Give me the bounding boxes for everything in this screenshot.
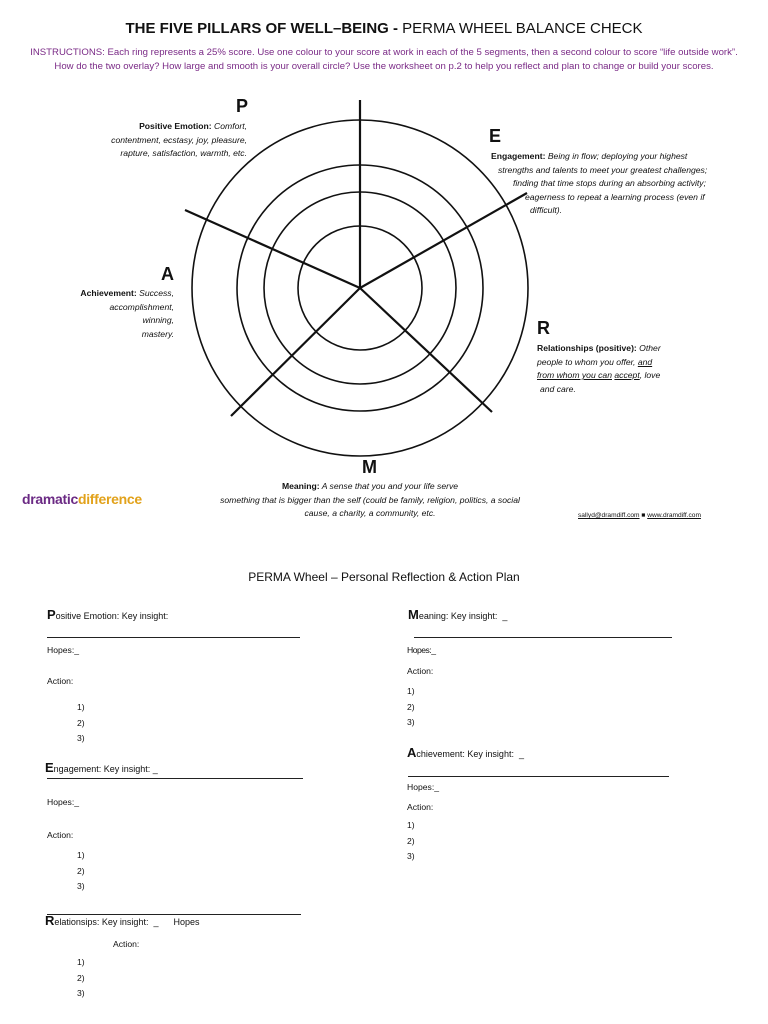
instructions-line-2: How do the two overlay? How large and smooth is your overall circle? Use the worksheet on p.2 to help you reflect and plan to change or build your scores. <box>54 61 714 72</box>
ws-meaning-heading: Meaning: Key insight: _ <box>408 607 508 622</box>
title-dash: - <box>388 20 403 37</box>
letter-a: A <box>161 264 174 284</box>
ws-achievement-action: Action: <box>407 802 434 812</box>
ws-meaning-hopes: Hopes:_ <box>407 645 436 655</box>
ws-engagement-action: Action: <box>47 830 74 840</box>
ws-meaning-items: 1) 2) 3) <box>407 686 415 727</box>
ws-meaning-action: Action: <box>407 666 434 676</box>
ws-relationships-action: Action: <box>113 939 140 949</box>
ws-engagement-hopes: Hopes:_ <box>47 797 80 807</box>
ws-engagement-heading: Engagement: Key insight: _ <box>45 760 158 775</box>
ws-positive-emotion-action: Action: <box>47 676 74 686</box>
title-rest: PERMA WHEEL BALANCE CHECK <box>402 20 643 37</box>
ws-positive-emotion-heading: Positive Emotion: Key insight: <box>47 607 169 622</box>
ws-positive-emotion-items: 1) 2) 3) <box>77 702 85 743</box>
desc-engagement: Engagement: Being in flow; deploying your highest strengths and talents to meet your greatest challenges; finding that time stops during an absorbing activity; eagerness to repeat a learning process (even if difficult). <box>491 151 708 216</box>
letter-m: M <box>362 457 377 477</box>
title-bold: THE FIVE PILLARS OF WELL–BEING <box>125 20 389 37</box>
letter-e: E <box>489 126 502 146</box>
ws-engagement-line[interactable] <box>47 778 303 779</box>
spoke-m <box>231 288 360 416</box>
ws-engagement-items: 1) 2) 3) <box>77 850 85 891</box>
desc-positive-emotion: Positive Emotion: Comfort, contentment, ecstasy, joy, pleasure, rapture, satisfaction, warmth, etc. <box>111 121 247 159</box>
ws-achievement-hopes: Hopes:_ <box>407 782 440 792</box>
spoke-r <box>360 288 492 412</box>
ws-relationships-heading: Relationsips: Key insight: _ Hopes <box>45 913 200 928</box>
ws-relationships-items: 1) 2) 3) <box>77 957 85 998</box>
contact-line: sallyd@dramdiff.com ■ www.dramdiff.com <box>578 512 701 519</box>
ws-meaning-line[interactable] <box>414 637 672 638</box>
website-link[interactable]: www.dramdiff.com <box>647 512 701 519</box>
ws-achievement-items: 1) 2) 3) <box>407 820 415 861</box>
ws-achievement-heading: Achievement: Key insight: _ <box>407 745 524 760</box>
spoke-a <box>185 210 360 288</box>
ws-positive-emotion-line[interactable] <box>47 637 300 638</box>
dramatic-difference-logo: dramaticdifference <box>22 491 142 507</box>
desc-achievement: Achievement: Success, accomplishment, winning, mastery. <box>80 288 174 339</box>
desc-relationships: Relationships (positive): Other people to whom you offer, and from whom you can accept, love and care. <box>537 343 661 394</box>
ws-achievement-line[interactable] <box>408 776 669 777</box>
worksheet-title: PERMA Wheel – Personal Reflection & Action Plan <box>248 570 520 584</box>
instructions-line-1: INSTRUCTIONS: Each ring represents a 25% score. Use one colour to your score at work in each of the 5 segments, then a second colour to score “life outside work”. <box>30 47 738 58</box>
desc-meaning: Meaning: A sense that you and your life serve something that is bigger than the self (could be family, religion, politics, a social cause, a charity, a community, etc. <box>220 481 520 519</box>
letter-r: R <box>537 318 550 338</box>
ws-positive-emotion-hopes: Hopes:_ <box>47 645 80 655</box>
letter-p: P <box>236 96 249 116</box>
email-link[interactable]: sallyd@dramdiff.com <box>578 512 640 519</box>
